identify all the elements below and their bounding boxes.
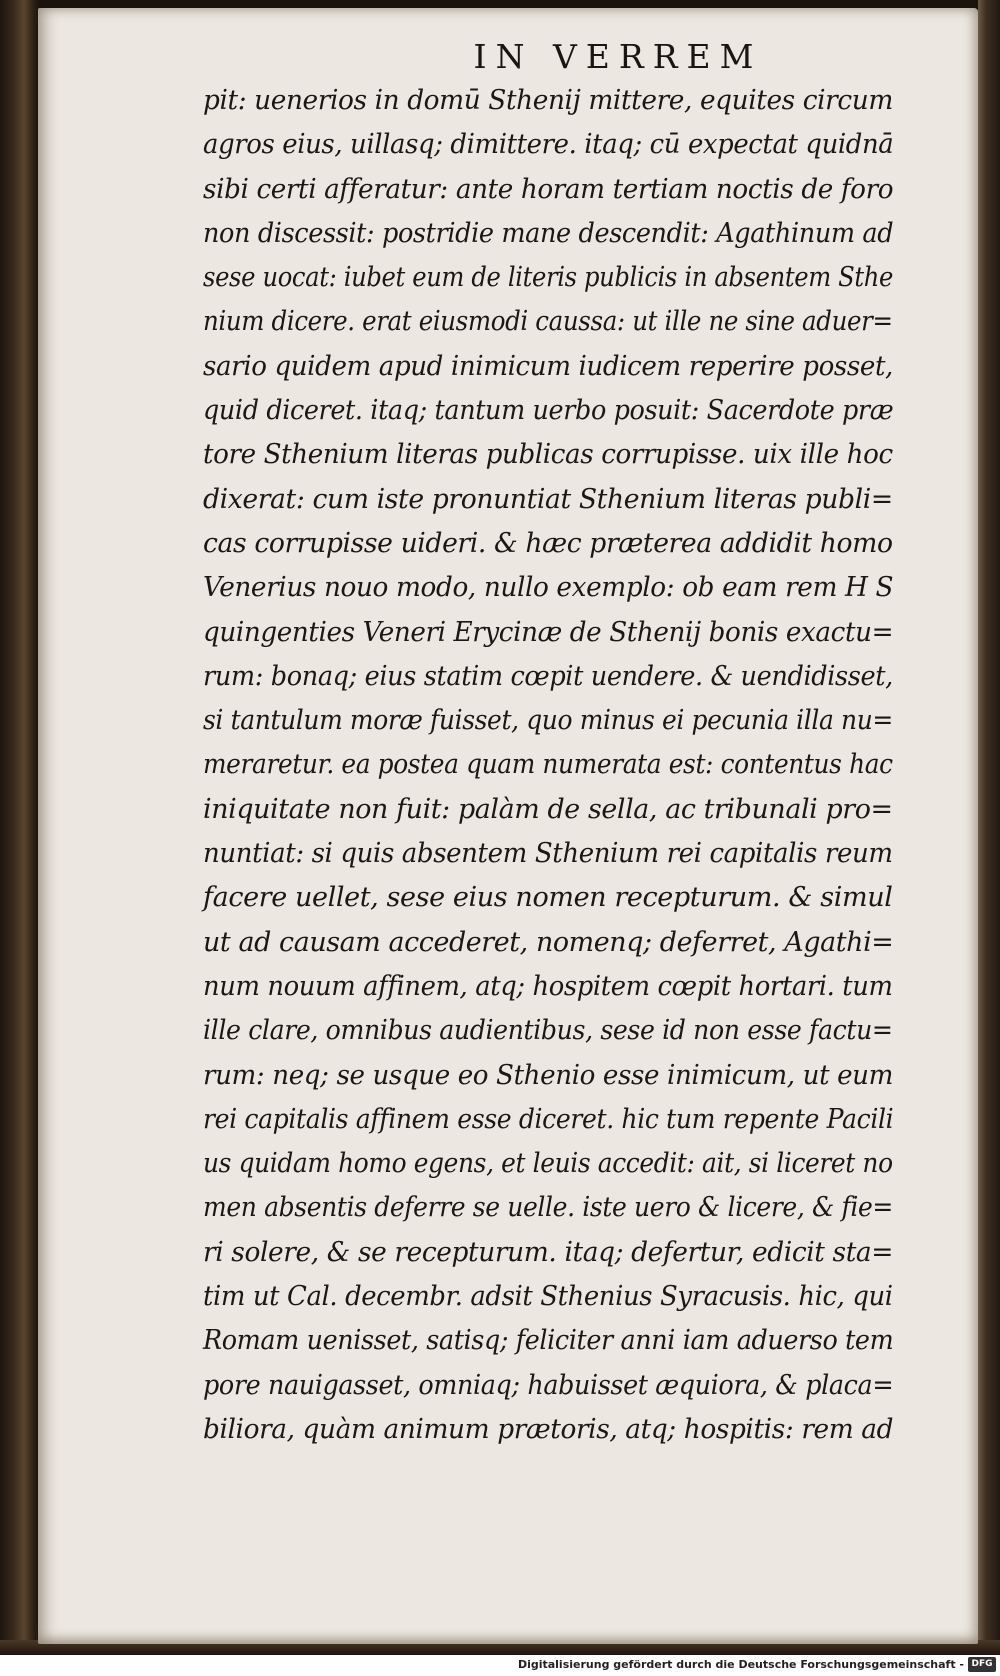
text-line: Venerius nouo modo, nullo exemplo: ob eam rem H S: [203, 572, 894, 604]
text-line: pit: uenerios in domū Sthenij mittere, equites circum: [203, 85, 893, 116]
text-line: rum: neq; se usque eo Sthenio esse inimicum, ut eum: [203, 1059, 894, 1091]
text-line: tore Sthenium literas publicas corrupisse. uix ille hoc: [203, 439, 893, 471]
text-line: si tantulum moræ fuisset, quo minus ei pecunia illa nu=: [203, 705, 893, 737]
dfg-logo: DFG: [968, 1657, 996, 1672]
text-line: ille clare, omnibus audientibus, sese id non esse factu=: [203, 1015, 893, 1047]
text-line: cas corrupisse uideri. & hæc præterea addidit homo: [203, 527, 893, 559]
text-line: pore nauigasset, omniaq; habuisset æquiora, & placa=: [203, 1369, 894, 1401]
text-line: Romam uenisset, satisq; feliciter anni iam aduerso tem: [203, 1325, 894, 1357]
text-line: tim ut Cal. decembr. adsit Sthenius Syracusis. hic, qui: [203, 1281, 893, 1313]
text-line: quingenties Veneri Erycinæ de Sthenij bonis exactu=: [203, 616, 894, 648]
page-content: [203, 35, 983, 1452]
text-line: num nouum affinem, atq; hospitem cœpit hortari. tum: [203, 970, 893, 1002]
text-line: agros eius, uillasq; dimittere. itaq; cū expectat quidnā: [203, 129, 894, 161]
footer-bar: [0, 1655, 1000, 1676]
text-line: us quidam homo egens, et leuis accedit: ait, si liceret no: [203, 1148, 893, 1180]
text-line: rei capitalis affinem esse diceret. hic tum repente Pacili: [203, 1103, 894, 1135]
text-line: men absentis deferre se uelle. iste uero & licere, & fie=: [203, 1192, 893, 1224]
text-line: nium dicere. erat eiusmodi caussa: ut ille ne sine aduer=: [203, 306, 893, 338]
footer-credit: Digitalisierung gefördert durch die Deutsche Forschungsgemeinschaft -: [517, 1658, 964, 1671]
text-line: quid diceret. itaq; tantum uerbo posuit: Sacerdote præ: [203, 395, 894, 427]
text-line: meraretur. ea postea quam numerata est: contentus hac: [203, 749, 893, 781]
text-line: facere uellet, sese eius nomen recepturum. & simul: [203, 882, 893, 914]
text-line: biliora, quàm animum prætoris, atq; hospitis: rem ad: [203, 1413, 894, 1445]
text-line: sese uocat: iubet eum de literis publicis in absentem Sthe: [203, 262, 894, 294]
text-block: [203, 79, 983, 1452]
text-line: iniquitate non fuit: palàm de sella, ac tribunali pro=: [203, 793, 893, 825]
text-line: nuntiat: si quis absentem Sthenium rei capitalis reum: [203, 838, 893, 870]
text-line: ri solere, & se recepturum. itaq; defertur, edicit sta=: [203, 1236, 894, 1268]
text-line: sario quidem apud inimicum iudicem reperire posset,: [203, 350, 893, 382]
text-line: non discessit: postridie mane descendit: Agathinum ad: [203, 217, 894, 249]
text-line: ut ad causam accederet, nomenq; deferret, Agathi=: [203, 926, 894, 958]
text-line: sibi certi afferatur: ante horam tertiam noctis de foro: [203, 173, 894, 205]
book-page: [38, 8, 978, 1644]
running-head: IN VERREM: [473, 37, 763, 76]
text-line: dixerat: cum iste pronuntiat Sthenium literas publi=: [203, 483, 893, 515]
text-line: rum: bonaq; eius statim cœpit uendere. & uendidisset,: [203, 660, 893, 692]
